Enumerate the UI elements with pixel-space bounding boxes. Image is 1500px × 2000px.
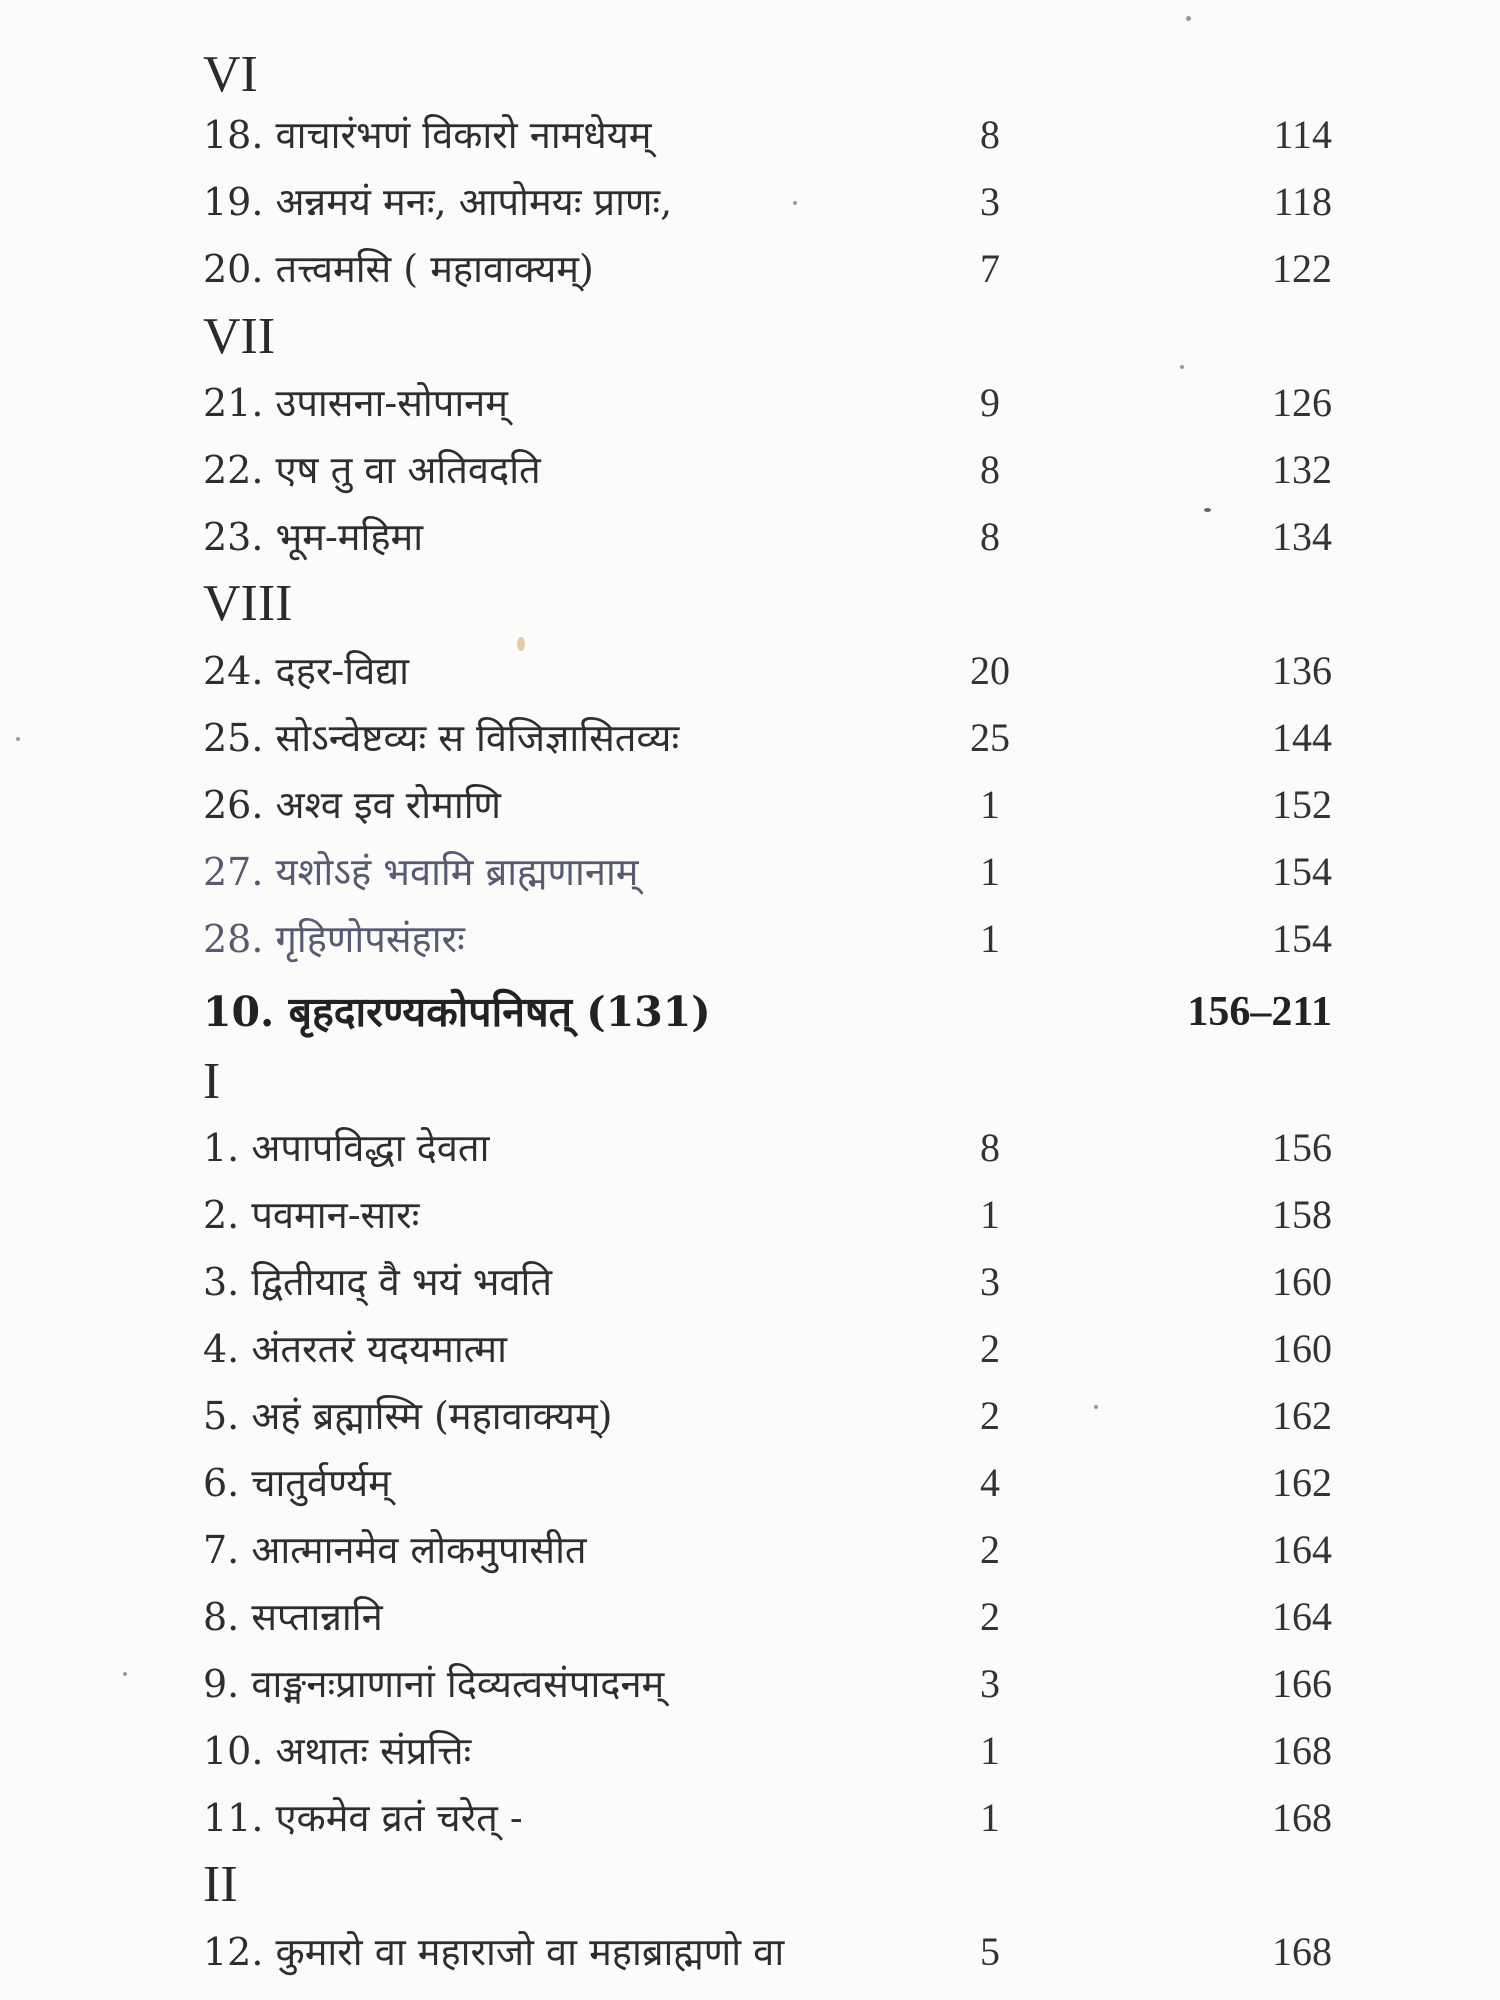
entry-title: 24. दहर-विद्या [203, 649, 410, 693]
section-heading [0, 45, 1500, 105]
section-label: VIII [203, 575, 293, 632]
entry-title: 25. सोऽन्वेष्टव्यः स विजिज्ञासितव्यः [203, 716, 680, 760]
entry-title: 20. तत्त्वमसि ( महावाक्यम्) [203, 247, 594, 291]
section-label: VII [203, 308, 276, 365]
entry-verse-count: 2 [980, 1594, 1000, 1639]
toc-entry [0, 1453, 1500, 1513]
entry-title: 28. गृहिणोपसंहारः [203, 917, 465, 961]
entry-page-number: 168 [1272, 1728, 1332, 1773]
entry-title: 6. चातुर्वर्ण्यम् [203, 1461, 391, 1505]
entry-title: 5. अहं ब्रह्मास्मि (महावाक्यम्) [203, 1394, 613, 1438]
entry-title: 27. यशोऽहं भवामि ब्राह्मणानाम् [203, 850, 639, 894]
scan-speck [1204, 508, 1211, 512]
entry-verse-count: 9 [980, 380, 1000, 425]
toc-entry [0, 1319, 1500, 1379]
toc-entry [0, 641, 1500, 701]
toc-entry [0, 105, 1500, 165]
entry-verse-count: 1 [980, 1795, 1000, 1840]
entry-page-number: 158 [1272, 1192, 1332, 1237]
entry-title: 3. द्वितीयाद् वै भयं भवति [203, 1260, 553, 1304]
section-heading [0, 1855, 1500, 1915]
entry-page-number: 168 [1272, 1929, 1332, 1974]
section-heading [0, 1052, 1500, 1112]
entry-page-number: 160 [1272, 1326, 1332, 1371]
scan-speck [1186, 16, 1191, 21]
entry-page-number: 168 [1272, 1795, 1332, 1840]
scan-speck [123, 1672, 127, 1676]
entry-verse-count: 20 [970, 648, 1010, 693]
entry-page-number: 162 [1272, 1393, 1332, 1438]
entry-page-number: 160 [1272, 1259, 1332, 1304]
entry-page-number: 162 [1272, 1460, 1332, 1505]
entry-verse-count: 1 [980, 849, 1000, 894]
entry-verse-count: 3 [980, 1661, 1000, 1706]
toc-entry [0, 1654, 1500, 1714]
entry-verse-count: 1 [980, 916, 1000, 961]
toc-entry [0, 1922, 1500, 1982]
entry-page-number: 126 [1272, 380, 1332, 425]
entry-title: 1. अपापविद्धा देवता [203, 1126, 490, 1170]
entry-page-number: 166 [1272, 1661, 1332, 1706]
entry-verse-count: 8 [980, 1125, 1000, 1170]
toc-entry [0, 1252, 1500, 1312]
entry-title: 8. सप्तान्नानि [203, 1595, 383, 1639]
toc-entry [0, 239, 1500, 299]
entry-title: 18. वाचारंभणं विकारो नामधेयम् [203, 113, 652, 157]
entry-verse-count: 3 [980, 1259, 1000, 1304]
entry-verse-count: 1 [980, 1192, 1000, 1237]
section-label: I [203, 1053, 221, 1110]
toc-entry [0, 1721, 1500, 1781]
entry-page-number: 154 [1272, 849, 1332, 894]
entry-title: 7. आत्मानमेव लोकमुपासीत [203, 1528, 587, 1572]
entry-verse-count: 7 [980, 246, 1000, 291]
scan-speck [1180, 365, 1184, 369]
toc-entry [0, 909, 1500, 969]
entry-verse-count: 2 [980, 1527, 1000, 1572]
toc-entry [0, 708, 1500, 768]
toc-entry [0, 1118, 1500, 1178]
toc-entry [0, 373, 1500, 433]
toc-entry [0, 1386, 1500, 1446]
entry-title: 22. एष तु वा अतिवदति [203, 448, 541, 492]
section-heading [0, 307, 1500, 367]
entry-verse-count: 1 [980, 782, 1000, 827]
entry-verse-count: 4 [980, 1460, 1000, 1505]
entry-verse-count: 2 [980, 1393, 1000, 1438]
entry-title: 10. अथातः संप्रत्तिः [203, 1729, 472, 1773]
section-label: VI [203, 46, 258, 103]
toc-entry [0, 507, 1500, 567]
toc-entry [0, 440, 1500, 500]
entry-page-number: 152 [1272, 782, 1332, 827]
scan-speck [517, 637, 525, 651]
toc-entry [0, 1788, 1500, 1848]
upanishad-title: 10. बृहदारण्यकोपनिषत् (131) [203, 988, 711, 1036]
toc-entry [0, 1520, 1500, 1580]
entry-verse-count: 2 [980, 1326, 1000, 1371]
entry-title: 9. वाङ्मनःप्राणानां दिव्यत्वसंपादनम् [203, 1662, 665, 1706]
entry-page-number: 164 [1272, 1594, 1332, 1639]
entry-verse-count: 8 [980, 514, 1000, 559]
section-label: II [203, 1856, 238, 1913]
entry-page-number: 132 [1272, 447, 1332, 492]
toc-entry [0, 775, 1500, 835]
toc-entry [0, 1587, 1500, 1647]
entry-title: 4. अंतरतरं यदयमात्मा [203, 1327, 507, 1371]
entry-verse-count: 5 [980, 1929, 1000, 1974]
entry-title: 11. एकमेव व्रतं चरेत् - [203, 1796, 523, 1840]
entry-verse-count: 8 [980, 447, 1000, 492]
toc-entry [0, 1185, 1500, 1245]
entry-page-number: 122 [1272, 246, 1332, 291]
entry-page-number: 114 [1273, 112, 1332, 157]
entry-page-number: 156 [1272, 1125, 1332, 1170]
toc-entry [0, 172, 1500, 232]
scan-speck [1094, 1405, 1098, 1409]
entry-verse-count: 1 [980, 1728, 1000, 1773]
entry-title: 26. अश्व इव रोमाणि [203, 783, 502, 827]
toc-entry [0, 842, 1500, 902]
entry-title: 2. पवमान-सारः [203, 1193, 420, 1237]
upanishad-heading [0, 982, 1500, 1042]
entry-title: 19. अन्नमयं मनः, आपोमयः प्राणः, [203, 180, 673, 224]
entry-title: 12. कुमारो वा महाराजो वा महाब्राह्मणो वा [203, 1930, 785, 1974]
entry-page-number: 164 [1272, 1527, 1332, 1572]
entry-page-number: 118 [1273, 179, 1332, 224]
entry-verse-count: 25 [970, 715, 1010, 760]
entry-title: 21. उपासना-सोपानम् [203, 381, 508, 425]
entry-page-number: 134 [1272, 514, 1332, 559]
entry-title: 23. भूम-महिमा [203, 515, 424, 559]
section-heading [0, 574, 1500, 634]
entry-page-number: 154 [1272, 916, 1332, 961]
scan-speck [793, 201, 797, 205]
entry-verse-count: 8 [980, 112, 1000, 157]
scan-speck [16, 737, 20, 741]
entry-page-number: 144 [1272, 715, 1332, 760]
entry-verse-count: 3 [980, 179, 1000, 224]
upanishad-page-range: 156–211 [1187, 989, 1332, 1035]
entry-page-number: 136 [1272, 648, 1332, 693]
